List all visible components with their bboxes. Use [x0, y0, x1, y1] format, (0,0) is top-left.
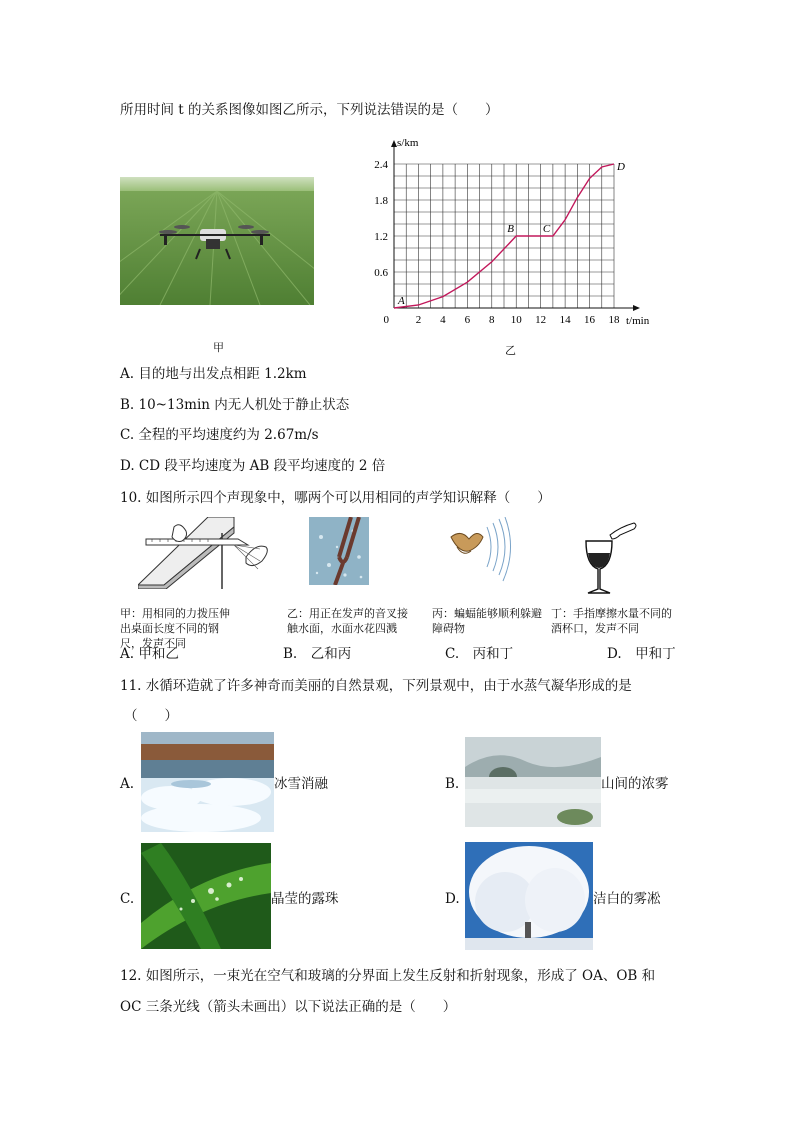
x-tick-label: 6: [464, 314, 471, 326]
point-label-b: B: [507, 223, 514, 235]
point-label-a: A: [398, 295, 405, 307]
q9-option-b: B. 10~13min 内无人机处于静止状态: [120, 397, 350, 413]
q11-option-c-letter: C.: [120, 891, 135, 907]
q9-option-d: D. CD 段平均速度为 AB 段平均速度的 2 倍: [120, 458, 386, 474]
y-tick-label: 1.2: [374, 231, 388, 243]
rime-tree-photo: [465, 842, 593, 950]
y-tick-label: 0.6: [374, 267, 388, 279]
x-axis-arrow: [633, 305, 640, 311]
q10-stem: 10. 如图所示四个声现象中，哪两个可以用相同的声学知识解释（ ）: [120, 490, 551, 506]
figure-yi-caption: 乙: [505, 344, 516, 357]
x-tick-label: 14: [559, 314, 571, 326]
drone-field-photo: [120, 177, 314, 305]
q9-stem: 所用时间 t 的关系图像如图乙所示，下列说法错误的是（ ）: [120, 102, 499, 118]
q10-caption-yi: 乙：用正在发声的音叉接触水面，水面水花四溅: [287, 607, 408, 635]
q11-option-a-letter: A.: [120, 776, 135, 792]
q10-caption-bing: 丙：蝙蝠能够顺利躲避障碍物: [432, 607, 542, 635]
q11-option-a-text: 冰雪消融: [274, 776, 328, 792]
y-tick-label: 2.4: [374, 159, 388, 171]
q12-line1: 12. 如图所示，一束光在空气和玻璃的分界面上发生反射和折射现象，形成了 OA、OB 和: [120, 968, 656, 984]
ruler-on-table-image: [138, 517, 273, 589]
mountain-fog-photo: [465, 737, 601, 827]
x-tick-label: 18: [608, 314, 620, 326]
q10-caption-ding: 丁：手指摩擦水量不同的酒杯口，发声不同: [551, 607, 672, 635]
q11-stem-line2: （ ）: [124, 708, 178, 724]
origin-label: 0: [383, 314, 389, 326]
q10-caption-jia: 甲：用相同的力拨压伸出桌面长度不同的钢尺，发声不同: [120, 607, 230, 650]
s-t-chart: [368, 130, 668, 335]
melting-snow-photo: [141, 732, 274, 832]
x-tick-label: 4: [440, 314, 446, 326]
q9-option-a: A. 目的地与出发点相距 1.2km: [120, 366, 307, 382]
x-tick-label: 10: [510, 314, 522, 326]
q11-option-d-letter: D.: [445, 891, 460, 907]
point-label-c: C: [542, 223, 551, 235]
y-axis-label: s/km: [397, 137, 419, 149]
x-tick-label: 2: [415, 314, 422, 326]
tuning-fork-water-image: [309, 517, 369, 585]
q11-stem-line1: 11. 水循环造就了许多神奇而美丽的自然景观，下列景观中，由于水蒸气凝华形成的是: [120, 678, 632, 694]
q10-option-b: B. 乙和丙: [283, 646, 352, 662]
q10-option-c: C. 丙和丁: [445, 646, 514, 662]
y-tick-label: 1.8: [374, 195, 388, 207]
point-label-d: D: [617, 161, 625, 173]
x-tick-label: 8: [489, 314, 495, 326]
q11-option-d-text: 洁白的雾凇: [593, 891, 661, 907]
q11-option-c-text: 晶莹的露珠: [271, 891, 339, 907]
x-tick-label: 12: [535, 314, 547, 326]
figure-jia-caption: 甲: [213, 341, 224, 354]
q12-line2: OC 三条光线（箭头未画出）以下说法正确的是（ ）: [120, 999, 457, 1015]
q10-option-a: A. 甲和乙: [120, 646, 179, 662]
q11-option-b-text: 山间的浓雾: [601, 776, 669, 792]
x-axis-label: t/min: [626, 315, 650, 327]
q10-option-d: D. 甲和丁: [607, 646, 676, 662]
q11-option-b-letter: B.: [445, 776, 460, 792]
dew-drops-photo: [141, 843, 271, 949]
wine-glass-image: [580, 517, 640, 597]
bat-echolocation-image: [447, 517, 512, 589]
q9-option-c: C. 全程的平均速度约为 2.67m/s: [120, 427, 319, 443]
x-tick-label: 16: [584, 314, 596, 326]
